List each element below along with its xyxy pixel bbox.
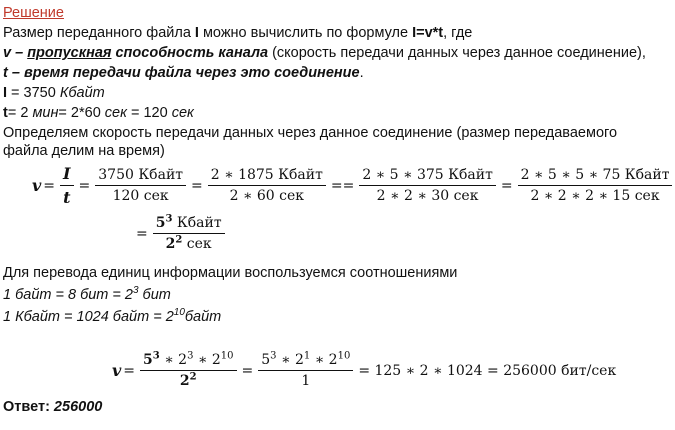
exponent: 3: [132, 285, 139, 297]
fraction-2: [95, 167, 186, 204]
equals: =: [123, 362, 136, 379]
base: 5: [155, 215, 166, 231]
text: .: [359, 65, 364, 81]
denominator: t: [63, 188, 71, 207]
term-bandwidth: пропускная: [27, 45, 112, 61]
line-i-value: [3, 84, 105, 102]
answer-label: Ответ:: [3, 399, 50, 415]
line-speed-intro-1: Определяем скорость передачи данных через данное соединение (размер передаваемого: [3, 125, 618, 141]
denominator: 120 сек: [112, 188, 169, 204]
equation-power-form: [134, 215, 228, 252]
line-formula-intro: [3, 24, 472, 42]
fraction-3: [208, 167, 326, 204]
equals: =: [136, 225, 148, 242]
exponent: 3: [165, 213, 173, 225]
line-t-definition: [3, 64, 364, 82]
equals: =: [78, 177, 91, 194]
term-channel: способность канала: [111, 45, 269, 61]
text: (скорость передачи данных через данное соединение),: [268, 45, 646, 61]
formula: I=v*t: [412, 25, 444, 41]
var-i: I: [3, 85, 8, 101]
base: 5: [143, 352, 153, 368]
equals: =: [191, 177, 203, 194]
base: 5: [261, 352, 271, 368]
line-t-value: [3, 104, 194, 122]
unit: сек: [171, 105, 194, 121]
base: ∗ 2: [193, 352, 221, 368]
fraction-4: [359, 167, 496, 204]
exponent: 10: [173, 307, 185, 319]
var-t: t: [3, 105, 8, 121]
line-speed-intro-2: файла делим на время): [3, 143, 165, 159]
var-i: I: [194, 25, 199, 41]
line-v-definition: [3, 44, 646, 62]
exponent: 3: [152, 350, 160, 362]
fraction-i-over-t: [60, 164, 73, 207]
exponent: 10: [337, 350, 351, 362]
text: = 2: [7, 105, 33, 121]
exponent: 2: [175, 234, 183, 246]
equals: =: [241, 362, 254, 379]
var-v: v –: [3, 45, 28, 61]
text: можно вычислить по формуле: [198, 25, 413, 41]
exponent: 2: [189, 371, 197, 383]
text: = 2*60: [58, 105, 105, 121]
denominator: 2 ∗ 2 ∗ 2 ∗ 15 сек: [530, 188, 660, 204]
result-expression: = 125 ∗ 2 ∗ 1024 = 256000 бит/сек: [358, 362, 617, 379]
numerator: 2 ∗ 5 ∗ 375 Кбайт: [359, 167, 496, 186]
eq-lhs-v: v: [32, 176, 42, 195]
text: байт: [184, 309, 222, 325]
numerator: [258, 352, 353, 371]
text: 1 байт = 8 бит = 2: [3, 287, 133, 303]
base: ∗ 2: [276, 352, 304, 368]
unit: сек: [182, 236, 212, 252]
equation-final-speed: [112, 352, 618, 389]
exponent: 3: [187, 350, 194, 362]
numerator: I: [60, 164, 73, 186]
fraction-power: [153, 215, 225, 252]
line-units-intro: Для перевода единиц информации воспользуемся соотношениями: [3, 265, 458, 281]
line-answer: [3, 398, 102, 416]
text: бит: [138, 287, 171, 303]
denominator: [163, 234, 215, 252]
unit: мин: [32, 105, 59, 121]
denominator: [177, 371, 200, 389]
fraction-powers-1: [140, 352, 236, 389]
text: = 3750: [7, 85, 60, 101]
equals: =: [500, 177, 513, 194]
numerator: 2 ∗ 1875 Кбайт: [208, 167, 326, 186]
text: Размер переданного файла: [3, 25, 195, 41]
base: ∗ 2: [310, 352, 338, 368]
equation-speed-fractions: [32, 164, 675, 207]
base: 2: [179, 373, 190, 389]
t-definition: t – время передачи файла через это соединение: [3, 65, 360, 81]
fraction-5: [518, 167, 673, 204]
line-byte-bits: [3, 286, 171, 304]
heading-solution: Решение: [3, 5, 64, 21]
unit: сек: [104, 105, 127, 121]
equals: =: [43, 177, 56, 194]
answer-value: 256000: [49, 399, 103, 415]
unit: Кбайт: [59, 85, 105, 101]
numerator: [140, 352, 236, 371]
base: ∗ 2: [159, 352, 188, 368]
unit: Кбайт: [172, 215, 222, 231]
double-equals: ==: [330, 177, 355, 194]
text: 1 Кбайт = 1024 байт = 2: [3, 309, 174, 325]
exponent: 10: [220, 350, 234, 362]
exponent: 3: [270, 350, 277, 362]
base: 2: [165, 236, 176, 252]
numerator: [153, 215, 225, 234]
exponent: 1: [303, 350, 311, 362]
fraction-powers-2: [258, 352, 353, 389]
denominator: 2 ∗ 60 сек: [229, 188, 305, 204]
numerator: 3750 Кбайт: [95, 167, 186, 186]
numerator: 2 ∗ 5 ∗ 5 ∗ 75 Кбайт: [518, 167, 673, 186]
denominator: 1: [301, 373, 311, 389]
text: , где: [443, 25, 473, 41]
text: = 120: [126, 105, 172, 121]
line-kbyte-bytes: [3, 308, 221, 326]
denominator: 2 ∗ 2 ∗ 30 сек: [376, 188, 479, 204]
eq-lhs-v: v: [112, 361, 122, 380]
